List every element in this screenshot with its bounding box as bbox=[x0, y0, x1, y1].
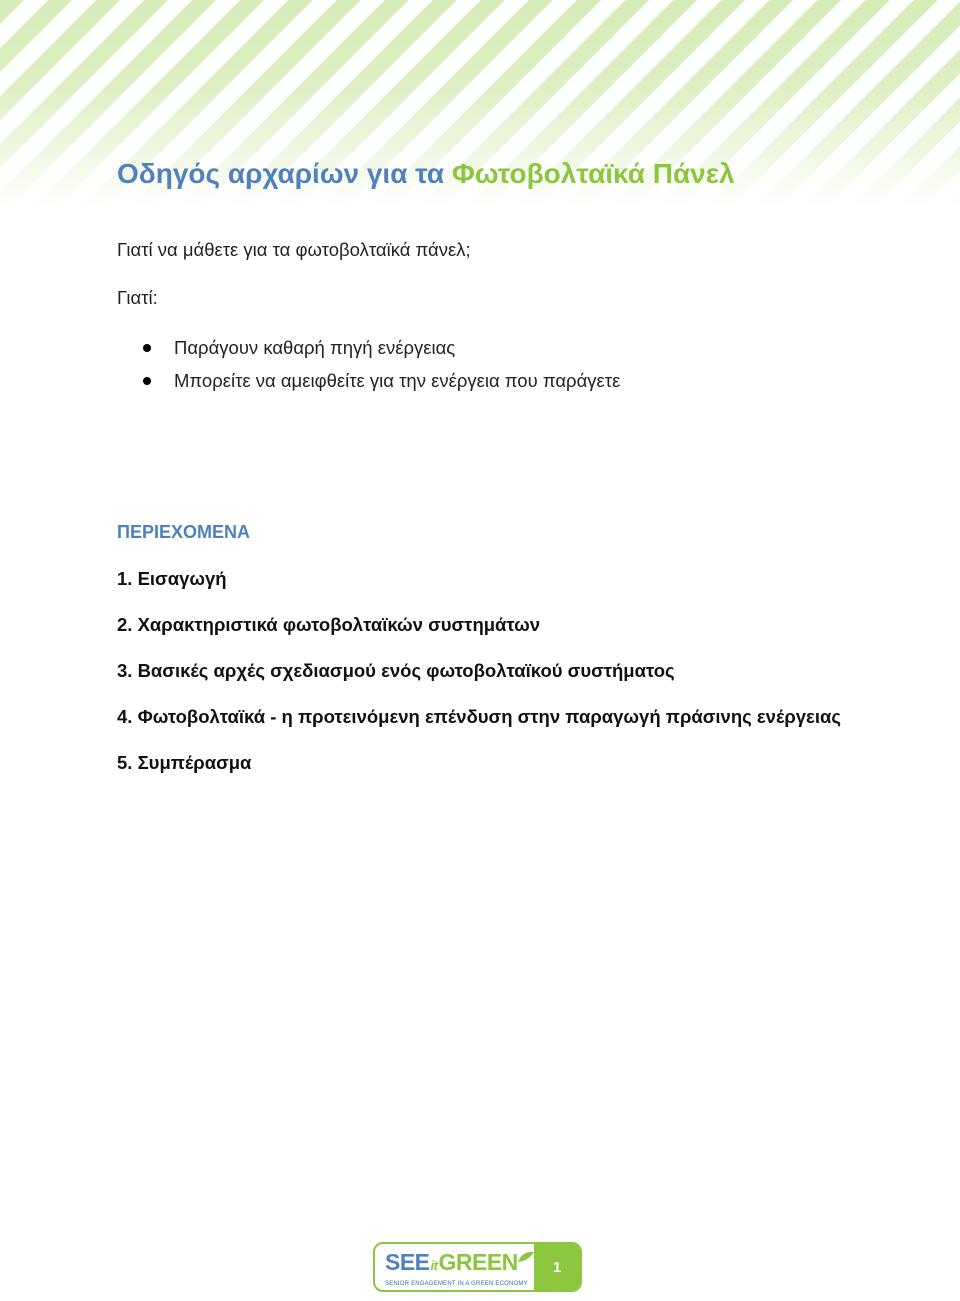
list-item-text: Μπορείτε να αμειφθείτε για την ενέργεια που παράγετε bbox=[174, 370, 621, 391]
why-label: Γιατί: bbox=[117, 287, 158, 308]
page-title bbox=[117, 158, 735, 190]
toc-item-4[interactable]: 4. Φωτοβολταϊκά - η προτεινόμενη επένδυση στην παραγωγή πράσινης ενέργειας bbox=[117, 706, 841, 727]
toc-item-5[interactable]: 5. Συμπέρασμα bbox=[117, 752, 252, 773]
table-of-contents bbox=[117, 567, 841, 797]
list-item bbox=[143, 368, 620, 401]
toc-item-2[interactable]: 2. Χαρακτηριστικά φωτοβολταϊκών συστημάτων bbox=[117, 614, 541, 635]
toc-heading: ΠΕΡΙΕΧΟΜΕΝΑ bbox=[117, 522, 251, 542]
logo-green: GREEN bbox=[438, 1249, 518, 1275]
leaf-icon bbox=[517, 1251, 535, 1263]
logo-see: SEE bbox=[385, 1249, 430, 1275]
footer-badge bbox=[373, 1242, 582, 1292]
toc-item-3[interactable]: 3. Βασικές αρχές σχεδιασμού ενός φωτοβολταϊκού συστήματος bbox=[117, 660, 675, 681]
page-number: 1 bbox=[534, 1244, 580, 1290]
list-item bbox=[143, 335, 620, 368]
title-part-1: Οδηγός αρχαρίων για τα bbox=[117, 158, 452, 189]
bullet-icon bbox=[143, 377, 151, 385]
logo-wordmark bbox=[385, 1249, 535, 1279]
title-part-2: Φωτοβολταϊκά Πάνελ bbox=[451, 158, 735, 189]
logo-it: it bbox=[430, 1258, 438, 1273]
bullet-icon bbox=[143, 344, 151, 352]
toc-item-1[interactable]: 1. Εισαγωγή bbox=[117, 568, 227, 589]
seeit-green-logo bbox=[385, 1249, 535, 1289]
logo-tagline: SENIOR ENGAGEMENT IN A GREEN ECONOMY bbox=[385, 1281, 528, 1287]
reasons-list bbox=[143, 335, 620, 401]
list-item-text: Παράγουν καθαρή πηγή ενέργειας bbox=[174, 337, 456, 358]
intro-question: Γιατί να μάθετε για τα φωτοβολταϊκά πάνελ; bbox=[117, 239, 471, 260]
